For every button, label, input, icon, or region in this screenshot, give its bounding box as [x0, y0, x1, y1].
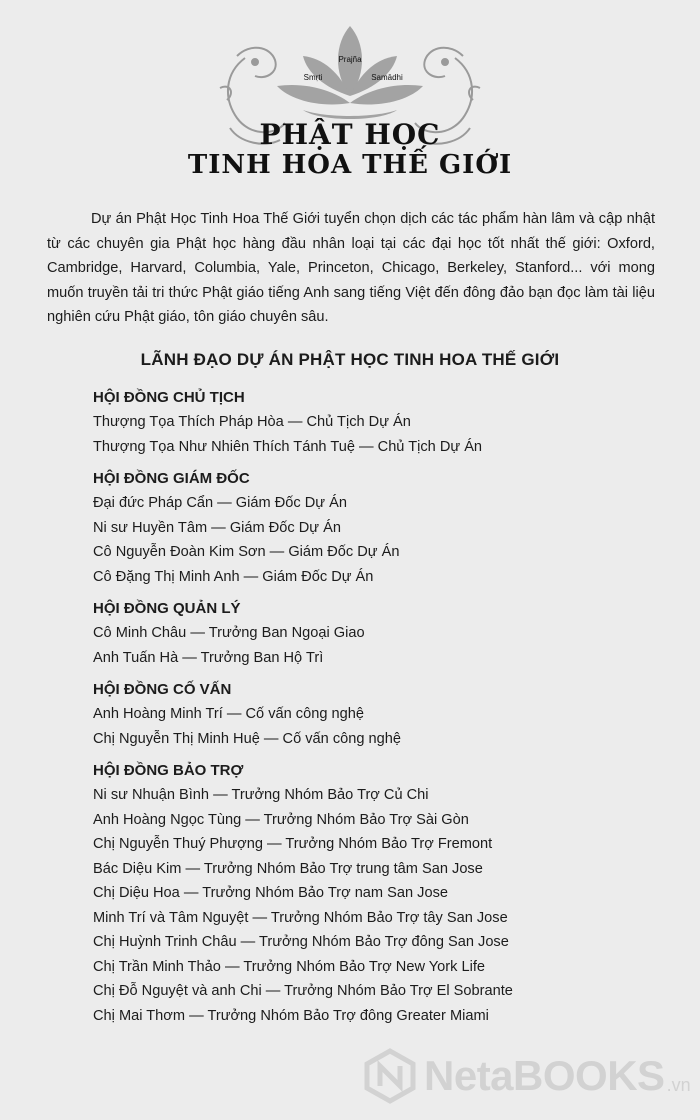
council-name: HỘI ĐỒNG CHỦ TỊCH [93, 389, 245, 406]
council-management [93, 597, 653, 670]
council-member: Chị Trần Minh Thảo — Trưởng Nhóm Bảo Trợ New York Life [93, 958, 486, 975]
council-member: Anh Hoàng Ngọc Tùng — Trưởng Nhóm Bảo Trợ Sài Gòn [93, 811, 469, 828]
council-member: Chị Nguyễn Thuý Phượng — Trưởng Nhóm Bảo Trợ Fremont [93, 836, 493, 852]
council-member: Anh Hoàng Minh Trí — Cố vấn công nghệ [93, 706, 364, 722]
council-chairs [93, 386, 653, 459]
council-directors [93, 467, 653, 589]
council-advisors [93, 678, 653, 751]
leaders-heading: LÃNH ĐẠO DỰ ÁN PHẬT HỌC TINH HOA THẾ GIỚI [140, 350, 560, 369]
council-member: Chị Diệu Hoa — Trưởng Nhóm Bảo Trợ nam San Jose [93, 885, 448, 901]
emblem-label-samadhi: Samādhi [371, 73, 403, 82]
emblem-label-prajna: Prajña [338, 55, 362, 64]
council-name: HỘI ĐỒNG GIÁM ĐỐC [93, 470, 250, 487]
council-member: Cô Minh Châu — Trưởng Ban Ngoại Giao [93, 625, 365, 641]
book-title-line1: PHẬT HỌC [259, 118, 441, 151]
council-member: Bác Diệu Kim — Trưởng Nhóm Bảo Trợ trung tâm San Jose [93, 860, 483, 877]
intro-paragraph: Dự án Phật Học Tinh Hoa Thế Giới tuyển chọn dịch các tác phẩm hàn lâm và cập nhật từ các chuyên gia Phật học hàng đầu nhân loại tại các đại học tốt nhất thế giới: Oxford, Cambridge, Harvard, Columbia, Yale, Princeton, Chicago, Berkeley, Stanford... với mong muốn truyền tải tri thức Phật giáo tiếng Anh sang tiếng Việt đến đông đảo bạn đọc làm tài liệu nghiên cứu Phật giáo, tôn giáo chuyên sâu. [47, 211, 655, 325]
council-member: Chị Huỳnh Trinh Châu — Trưởng Nhóm Bảo Trợ đông San Jose [93, 934, 509, 950]
councils-list [93, 386, 653, 1036]
council-member: Cô Nguyễn Đoàn Kim Sơn — Giám Đốc Dự Án [93, 544, 400, 560]
council-member: Cô Đặng Thị Minh Anh — Giám Đốc Dự Án [93, 568, 374, 585]
watermark-suffix: .vn [666, 1074, 691, 1095]
council-member: Đại đức Pháp Cẩn — Giám Đốc Dự Án [93, 495, 347, 511]
council-member: Thượng Tọa Như Nhiên Thích Tánh Tuệ — Chủ Tịch Dự Án [93, 438, 483, 455]
council-name: HỘI ĐỒNG BẢO TRỢ [93, 762, 244, 779]
council-member: Ni sư Huyền Tâm — Giám Đốc Dự Án [93, 519, 341, 536]
council-member: Ni sư Nhuận Bình — Trưởng Nhóm Bảo Trợ Củ Chi [93, 787, 429, 803]
council-member: Anh Tuấn Hà — Trưởng Ban Hộ Trì [93, 649, 324, 666]
book-title-line2: TINH HOA THẾ GIỚI [187, 150, 513, 180]
council-member: Chị Đỗ Nguyệt và anh Chi — Trưởng Nhóm Bảo Trợ El Sobrante [93, 983, 513, 999]
watermark-brand: NetaBOOKS [424, 1052, 665, 1099]
council-sponsors [93, 759, 653, 1028]
council-member: Chị Mai Thơm — Trưởng Nhóm Bảo Trợ đông Greater Miami [93, 1007, 489, 1024]
council-member: Chị Nguyễn Thị Minh Huệ — Cố vấn công nghệ [93, 730, 401, 747]
council-name: HỘI ĐỒNG QUẢN LÝ [93, 600, 241, 617]
netabooks-logo-icon [362, 1048, 418, 1104]
council-member: Thượng Tọa Thích Pháp Hòa — Chủ Tịch Dự Án [93, 414, 411, 430]
emblem-label-smrti: Smṛti [303, 73, 323, 82]
council-name: HỘI ĐỒNG CỐ VẤN [93, 681, 232, 698]
netabooks-watermark [362, 1045, 692, 1107]
council-member: Minh Trí và Tâm Nguyệt — Trưởng Nhóm Bảo Trợ tây San Jose [93, 909, 508, 926]
